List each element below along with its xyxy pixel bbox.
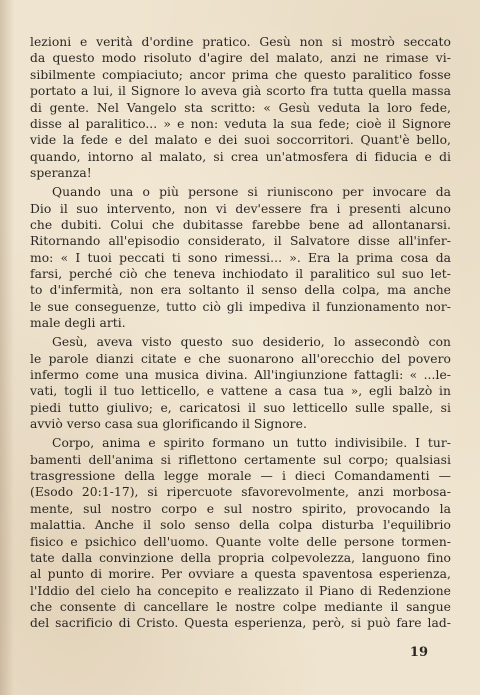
text-line: speranza! [30,166,92,181]
text-line: avviò verso casa sua glorificando il Signore. [30,417,307,432]
text-line: di gente. Nel Vangelo sta scritto: « Gesù veduta la loro fede, [30,100,451,115]
text-line: male degli arti. [30,316,126,331]
text-line: to d'infermità, non era soltanto il senso della colpa, ma anche [30,283,451,298]
paragraph-2 [30,184,451,332]
paragraph-4 [30,435,451,632]
text-line: quando, intorno al malato, si crea un'atmosfera di fiducia e di [30,149,451,164]
text-line: bamenti dell'anima si riflettono certamente sul corpo; qualsiasi [30,452,451,467]
paragraph-1 [30,34,451,182]
text-line: che consente di cancellare le nostre colpe mediante il sangue [30,600,451,615]
text-line: (Esodo 20:1-17), si ripercuote sfavorevolmente, anzi morbosa- [30,485,451,500]
text-line: che dubiti. Colui che dubitasse farebbe bene ad allontanarsi. [30,217,451,232]
text-line: farsi, perché ciò che teneva inchiodato il paralitico sul suo let- [30,267,451,282]
text-line: al punto di morire. Per ovviare a questa spaventosa esperienza, [30,567,451,582]
text-line: fisico e psichico dell'uomo. Quante volte delle persone tormen- [30,534,451,549]
text-line: lezioni e verità d'ordine pratico. Gesù non si mostrò seccato [30,35,451,49]
page-number: 19 [409,645,428,660]
text-line: Ritornando all'episodio considerato, il Salvatore disse all'infer- [30,234,451,249]
text-line: infermo come una musica divina. All'ingiunzione fattagli: « ...le- [30,368,451,382]
text-line: del sacrificio di Cristo. Questa esperienza, però, si può fare lad- [30,616,451,631]
text-line: Dio il suo intervento, non vi dev'essere fra i presenti alcuno [30,201,451,216]
text-line: le sue conseguenze, tutto ciò gli impediva il funzionamento nor- [30,299,451,314]
text-line: mente, sul nostro corpo e sul nostro spirito, provocando la [30,501,451,516]
text-line: Corpo, anima e spirito formano un tutto indivisibile. I tur- [52,436,451,451]
text-line: Gesù, aveva visto questo suo desiderio, lo assecondò con [52,335,451,350]
text-line: trasgressione della legge morale — i dieci Comandamenti — [30,468,451,483]
text-line: piedi tutto giulivo; e, caricatosi il suo letticello sulle spalle, si [30,400,451,415]
text-line: disse al paralitico... » e non: veduta la sua fede; cioè il Signore [30,116,451,131]
book-page-text [30,34,451,634]
page-spine-shadow [0,0,14,695]
text-line: vati, togli il tuo letticello, e vattene a casa tua », egli balzò in [30,384,451,399]
text-line: vide la fede e del malato e dei suoi soccorritori. Quant'è bello, [30,133,451,148]
text-line: le parole dianzi citate e che suonarono all'orecchio del povero [30,351,451,366]
text-line: mo: « I tuoi peccati ti sono rimessi... ». Era la prima cosa da [30,250,451,265]
text-line: Quando una o più persone si riuniscono per invocare da [52,185,451,200]
text-line: sibilmente compiaciuto; ancor prima che questo paralitico fosse [30,67,451,82]
paragraph-3 [30,334,451,432]
text-line: l'Iddio del cielo ha concepito e realizzato il Piano di Redenzione [30,583,451,598]
text-line: tate dalla convinzione della propria colpevolezza, languono fino [30,550,451,565]
text-line: malattia. Anche il solo senso della colpa disturba l'equilibrio [30,518,451,533]
text-line: portato a lui, il Signore lo aveva già scorto fra tutta quella massa [30,84,451,99]
text-line: da questo modo risoluto d'agire del malato, anzi ne rimase vi- [30,51,451,66]
